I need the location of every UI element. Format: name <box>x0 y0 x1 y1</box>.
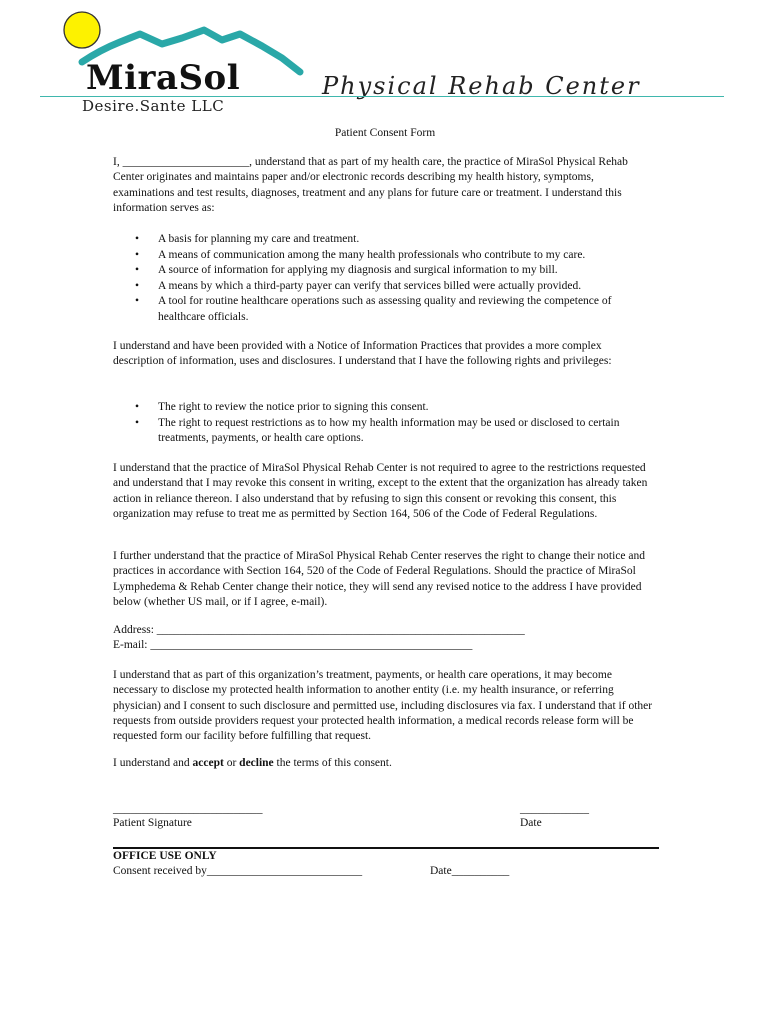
signature-label: Patient Signature <box>113 817 192 829</box>
changes-paragraph: I further understand that the practice of MiraSol Physical Rehab Center reserves the right to change their notice and practices in accordance with Section 164, 520 of the Code of Federal Regulations. Should the practice of MiraSol Lymphedema & Rehab Center change their notice, they will send any revised notice to the address I have provided below (whether US mail, or if I agree, e-mail). <box>113 550 646 608</box>
office-rule <box>113 847 659 849</box>
accept-middle: or <box>223 757 240 769</box>
list-item: • A source of information for applying my diagnosis and surgical information to my bill. <box>113 263 658 279</box>
brand-name: MiraSol <box>86 58 241 98</box>
intro-paragraph: I, ______________________, understand that as part of my health care, the practice of MiraSol Physical Rehab Center originates and maintains paper and/or electronic records describing my health history, symptoms, examinations and test results, diagnoses, treatment and any plans for future care or treatment. I understand this information serves as: <box>113 156 628 214</box>
office-date-field[interactable]: Date__________ <box>430 865 510 877</box>
list-item: • A tool for routine healthcare operations such as assessing quality and reviewing the competence of healthcare officials. <box>113 294 658 325</box>
rights-list <box>113 400 658 447</box>
list-item: • A basis for planning my care and treatment. <box>113 232 658 248</box>
sun-icon <box>64 12 100 48</box>
notice-paragraph: I understand and have been provided with a Notice of Information Practices that provides a more complex description of information, uses and disclosures. I understand that I have the following rights and privileges: <box>113 340 612 368</box>
list-item: • The right to review the notice prior to signing this consent. <box>113 400 658 416</box>
accept-prefix: I understand and <box>113 757 193 769</box>
brand-tagline: Physical Rehab Center <box>322 72 641 100</box>
office-use-title: OFFICE USE ONLY <box>113 850 217 862</box>
signature-field[interactable]: __________________________ <box>113 803 263 815</box>
accept-decline-sentence <box>113 757 392 769</box>
address-field[interactable]: Address: ________________________________________________________________ <box>113 624 525 636</box>
disclosure-paragraph: I understand that as part of this organization’s treatment, payments, or health care operations, it may become necessary to disclose my protected health information to another entity (i.e. my health insurance, or referring physician) and I consent to such disclosure and permitted use, including disclosures via fax. I understand that if other requests from outside providers request your protected health information, a medical records release form will be requested form our facility before fulfilling that request. <box>113 669 653 743</box>
list-item: • A means by which a third-party payer can verify that services billed were actually provided. <box>113 279 658 295</box>
signature-date-field[interactable]: ____________ <box>520 803 589 815</box>
decline-word[interactable]: decline <box>239 757 274 769</box>
email-field[interactable]: E-mail: ________________________________________________________ <box>113 639 473 651</box>
consent-received-field[interactable]: Consent received by___________________________ <box>113 865 363 877</box>
list-item: • A means of communication among the many health professionals who contribute to my care. <box>113 248 658 264</box>
company-name: Desire.Sante LLC <box>82 97 225 115</box>
form-title: Patient Consent Form <box>334 127 436 139</box>
list-item: • The right to request restrictions as to how my health information may be used or disclosed to certain treatments, payments, or health care options. <box>113 416 658 447</box>
accept-word[interactable]: accept <box>192 757 224 769</box>
uses-list <box>113 232 658 325</box>
accept-suffix: the terms of this consent. <box>273 757 392 769</box>
restrictions-paragraph: I understand that the practice of MiraSol Physical Rehab Center is not required to agree to the restrictions requested and understand that I may revoke this consent in writing, except to the extent that the organization has already taken action in reliance thereon. I also understand that by refusing to sign this consent or revoking this consent, this organization may refuse to treat me as permitted by Section 164, 506 of the Code of Federal Regulations. <box>113 462 648 520</box>
signature-date-label: Date <box>520 817 542 829</box>
